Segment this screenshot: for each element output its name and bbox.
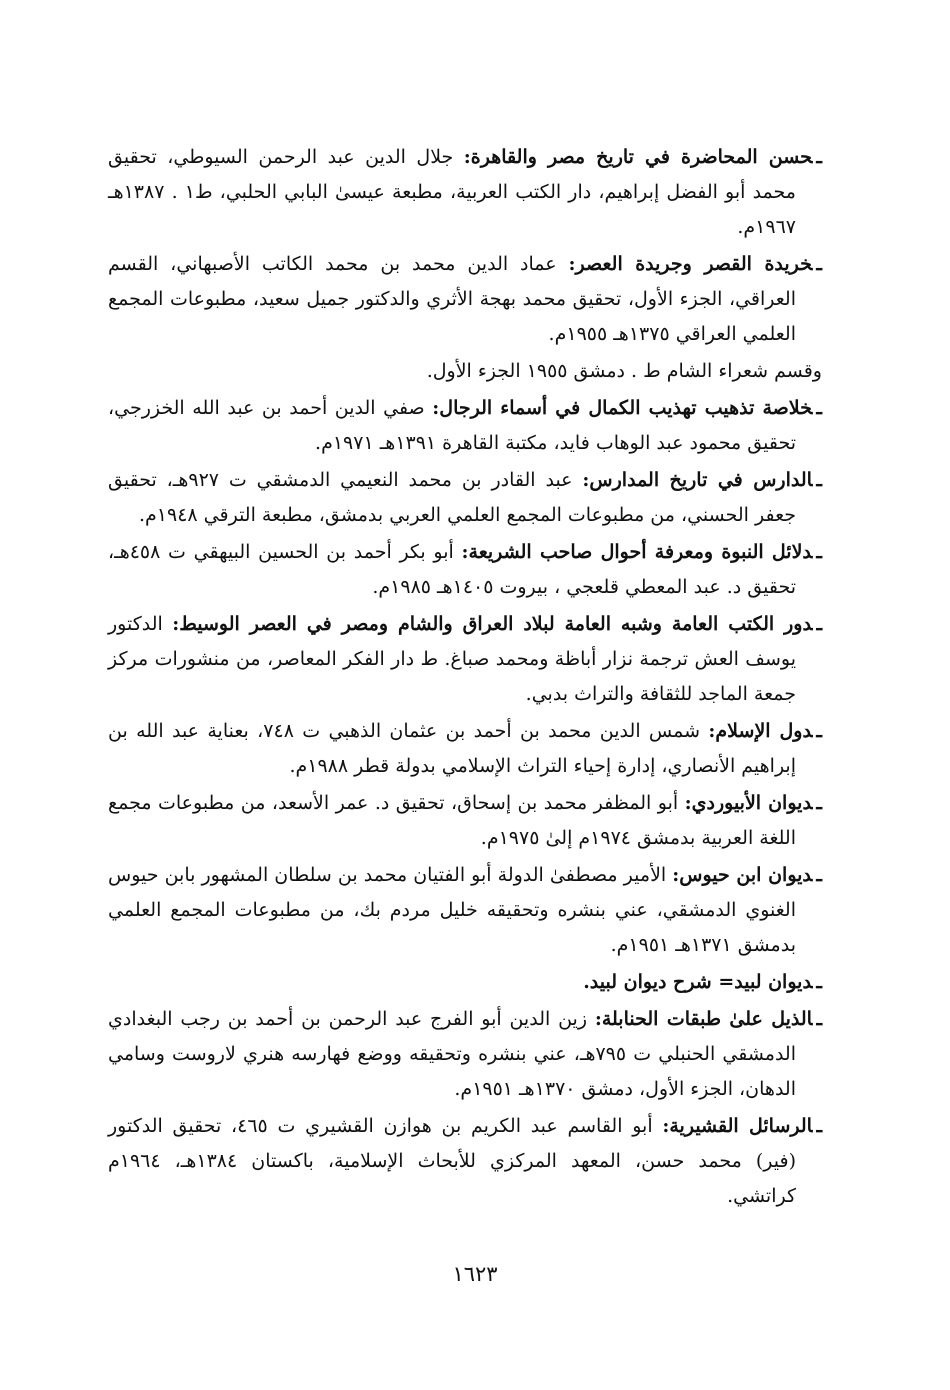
- entry-title: دلائل النبوة ومعرفة أحوال صاحب الشريعة:: [461, 541, 813, 563]
- entry-title: الدارس في تاريخ المدارس:: [582, 469, 813, 491]
- entry-body: [108, 535, 822, 605]
- entry-text: عماد الدين محمد بن محمد الكاتب الأصبهاني، القسم العراقي، الجزء الأول، تحقيق محمد بهجة الأثري والدكتور جميل سعيد، مطبوعات المجمع العلمي العراقي ١٣٧٥هـ ١٩٥٥م.: [108, 253, 796, 345]
- entry-body: [108, 354, 822, 389]
- entry-title: دول الإسلام:: [708, 720, 813, 742]
- entry-text: أبو القاسم عبد الكريم بن هوازن القشيري ت ٤٦٥، تحقيق الدكتور (فير) محمد حسن، المعهد المركزي للأبحاث الإسلامية، باكستان ١٣٨٤هـ، ١٩٦٤م كراتشي.: [108, 1115, 796, 1207]
- entry-dash: ـ: [816, 1008, 823, 1030]
- bibliography-note: [108, 354, 822, 389]
- entry-body: [108, 463, 822, 533]
- entry-title: ديوان لبيد= شرح ديوان لبيد.: [583, 971, 813, 993]
- entry-body: [108, 1002, 822, 1107]
- entry-dash: ـ: [816, 971, 822, 993]
- entry-title: خريدة القصر وجريدة العصر:: [568, 253, 813, 275]
- entry-body: [108, 858, 822, 963]
- bibliography-entry: [108, 1002, 822, 1107]
- entry-body: [108, 247, 822, 352]
- entry-text: جلال الدين عبد الرحمن السيوطي، تحقيق محمد أبو الفضل إبراهيم، دار الكتب العربية، مطبعة عيسىٰ البابي الحلبي، ط١ . ١٣٨٧هـ ١٩٦٧م.: [108, 146, 796, 238]
- bibliography-entry: [108, 607, 822, 712]
- entry-text: أبو بكر أحمد بن الحسين البيهقي ت ٤٥٨هـ، تحقيق د. عبد المعطي قلعجي ، بيروت ١٤٠٥هـ ١٩٨٥م.: [108, 541, 796, 598]
- entry-title: الرسائل القشيرية:: [662, 1115, 813, 1137]
- entry-dash: ـ: [816, 864, 822, 886]
- bibliography-entry: [108, 1109, 822, 1214]
- entry-body: [108, 607, 822, 712]
- entry-title: ديوان الأبيوردي:: [684, 792, 813, 814]
- bibliography-entry: [108, 714, 822, 784]
- bibliography-entry: [108, 140, 822, 245]
- entry-body: [108, 965, 822, 1000]
- bibliography-entry: [108, 391, 822, 461]
- entry-dash: ـ: [816, 469, 822, 491]
- entry-title: دور الكتب العامة وشبه العامة لبلاد العراق والشام ومصر في العصر الوسيط:: [172, 613, 813, 635]
- entry-dash: ـ: [816, 792, 822, 814]
- entry-dash: ـ: [816, 720, 822, 742]
- entry-text: الأمير مصطفىٰ الدولة أبو الفتيان محمد بن سلطان المشهور بابن حيوس الغنوي الدمشقي، عني بنشره وتحقيقه خليل مردم بك، من مطبوعات المجمع العلمي بدمشق ١٣٧١هـ ١٩٥١م.: [108, 864, 796, 956]
- bibliography-entry: [108, 858, 822, 963]
- bibliography-entry: [108, 463, 822, 533]
- bibliography-entry: [108, 247, 822, 352]
- entry-text: الدكتور يوسف العش ترجمة نزار أباظة ومحمد صباغ. ط دار الفكر المعاصر، من منشورات مركز جمعة الماجد للثقافة والتراث بدبي.: [108, 613, 796, 705]
- entry-dash: ـ: [816, 397, 822, 419]
- bibliography-entry: [108, 535, 822, 605]
- entry-body: [108, 140, 822, 245]
- entry-dash: ـ: [816, 541, 822, 563]
- entry-text: عبد القادر بن محمد النعيمي الدمشقي ت ٩٢٧هـ، تحقيق جعفر الحسني، من مطبوعات المجمع العلمي العربي بدمشق، مطبعة الترقي ١٩٤٨م.: [108, 469, 796, 526]
- entry-text: زين الدين أبو الفرج عبد الرحمن بن أحمد بن رجب البغدادي الدمشقي الحنبلي ت ٧٩٥هـ، عني بنشره وتحقيقه ووضع فهارسه هنري لاروست وسامي الدهان، الجزء الأول، دمشق ١٣٧٠هـ ١٩٥١م.: [108, 1008, 797, 1100]
- entry-title: حسن المحاضرة في تاريخ مصر والقاهرة:: [463, 146, 813, 168]
- entry-body: [108, 1109, 822, 1214]
- entry-text: وقسم شعراء الشام ط . دمشق ١٩٥٥ الجزء الأول.: [426, 360, 822, 382]
- entry-text: شمس الدين محمد بن أحمد بن عثمان الذهبي ت ٧٤٨، بعناية عبد الله بن إبراهيم الأنصاري، إدارة إحياء التراث الإسلامي بدولة قطر ١٩٨٨م.: [108, 720, 796, 777]
- entry-title: ديوان ابن حيوس:: [672, 864, 813, 886]
- entry-text: أبو المظفر محمد بن إسحاق، تحقيق د. عمر الأسعد، من مطبوعات مجمع اللغة العربية بدمشق ١٩٧٤م إلىٰ ١٩٧٥م.: [108, 792, 796, 849]
- page-number: ١٦٢٣: [452, 1262, 498, 1286]
- entry-dash: ـ: [816, 1115, 823, 1137]
- entry-dash: ـ: [816, 253, 822, 275]
- bibliography-entry: [108, 786, 822, 856]
- entry-dash: ـ: [816, 146, 822, 168]
- entry-title: خلاصة تذهيب تهذيب الكمال في أسماء الرجال:: [432, 397, 813, 419]
- entry-title: الذيل علىٰ طبقات الحنابلة:: [594, 1008, 813, 1030]
- entry-body: [108, 786, 822, 856]
- entry-text: صفي الدين أحمد بن عبد الله الخزرجي، تحقيق محمود عبد الوهاب فايد، مكتبة القاهرة ١٣٩١هـ ١٩٧١م.: [108, 397, 796, 454]
- entry-body: [108, 714, 822, 784]
- bibliography-page: [0, 140, 950, 1214]
- bibliography-cross-reference: [108, 965, 822, 1000]
- entry-dash: ـ: [816, 613, 823, 635]
- entry-body: [108, 391, 822, 461]
